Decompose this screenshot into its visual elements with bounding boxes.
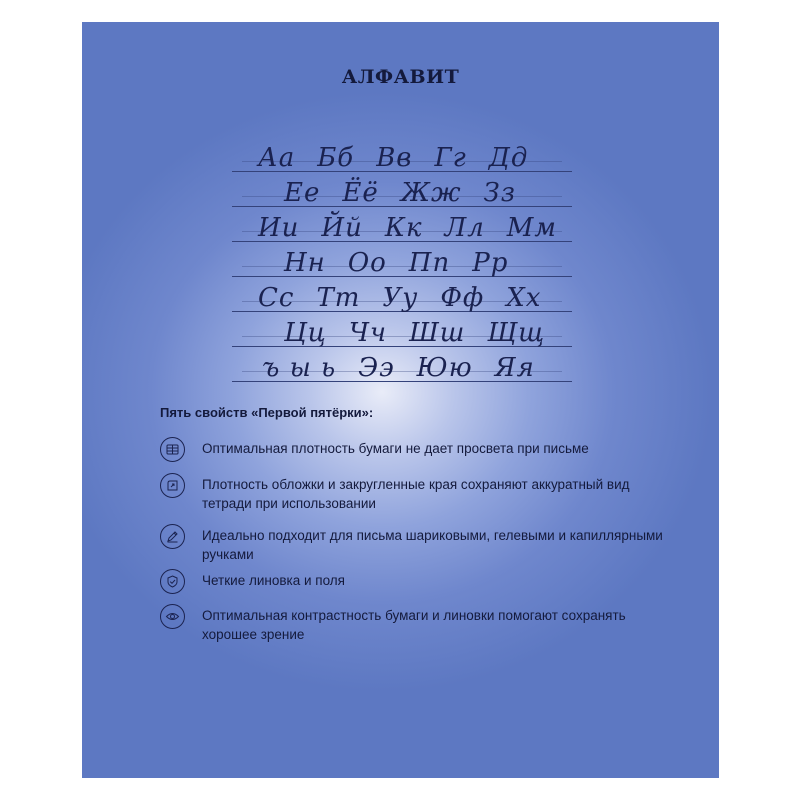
- letter-pair: ъ ы ь: [262, 353, 337, 383]
- property-item: [160, 473, 680, 513]
- letter-pair: Чч: [348, 318, 388, 348]
- letter-pair: Ии: [258, 213, 300, 243]
- letter-pair: Хх: [506, 283, 542, 313]
- cursive-alphabet: [232, 137, 572, 382]
- letter-pair: Оо: [347, 248, 387, 278]
- page-title: АЛФАВИТ: [341, 66, 460, 88]
- paper-stack-icon: [160, 437, 185, 462]
- letter-pair: Нн: [284, 248, 326, 278]
- letter-pair: Щщ: [487, 318, 546, 348]
- letter-pair: Вв: [376, 143, 413, 173]
- letter-pair: Зз: [483, 178, 516, 208]
- letter-pair: Аа: [258, 143, 296, 173]
- alphabet-row: [232, 207, 572, 242]
- letter-pair: Ээ: [358, 353, 395, 383]
- letter-pair: Бб: [317, 143, 355, 173]
- letter-pair: Пп: [408, 248, 451, 278]
- letter-pair: Сс: [258, 283, 295, 313]
- letter-pair: Кк: [384, 213, 423, 243]
- letter-pair: Гг: [434, 143, 467, 173]
- alphabet-row: [232, 312, 572, 347]
- letter-pair: Цц: [284, 318, 327, 348]
- alphabet-row: [232, 242, 572, 277]
- letter-pair: Мм: [506, 213, 557, 243]
- letter-pair: Ее: [284, 178, 321, 208]
- property-text: Оптимальная контрастность бумаги и линовки помогают сохранять хорошее зрение: [202, 608, 626, 642]
- property-text: Плотность обложки и закругленные края сохраняют аккуратный вид тетради при использовании: [202, 477, 630, 511]
- letter-pair: Дд: [488, 143, 529, 173]
- property-text: Четкие линовка и поля: [202, 573, 345, 588]
- properties-title: Пять свойств «Первой пятёрки»:: [160, 405, 374, 420]
- property-item: [160, 604, 680, 644]
- letter-pair: Яя: [494, 353, 535, 383]
- property-text: Оптимальная плотность бумаги не дает просвета при письме: [202, 441, 589, 456]
- letter-pair: Лл: [444, 213, 485, 243]
- letter-pair: Шш: [409, 318, 466, 348]
- letter-pair: Юю: [416, 353, 473, 383]
- letter-pair: Фф: [440, 283, 485, 313]
- alphabet-row: [232, 277, 572, 312]
- eye-icon: [160, 604, 185, 629]
- alphabet-row: [232, 137, 572, 172]
- letter-pair: Рр: [472, 248, 509, 278]
- letter-pair: Йй: [321, 213, 363, 243]
- pen-icon: [160, 524, 185, 549]
- alphabet-row: [232, 172, 572, 207]
- notebook-cover: [82, 22, 719, 778]
- letter-pair: Уу: [382, 283, 419, 313]
- property-text: Идеально подходит для письма шариковыми, гелевыми и капиллярными ручками: [202, 528, 663, 562]
- letter-pair: Жж: [400, 178, 462, 208]
- shield-check-icon: [160, 569, 185, 594]
- rounded-corner-icon: [160, 473, 185, 498]
- letter-pair: Ёё: [342, 178, 379, 208]
- letter-pair: Тт: [316, 283, 361, 313]
- property-item: [160, 524, 680, 564]
- alphabet-row: [232, 347, 572, 382]
- property-item: [160, 437, 680, 477]
- property-item: [160, 569, 680, 609]
